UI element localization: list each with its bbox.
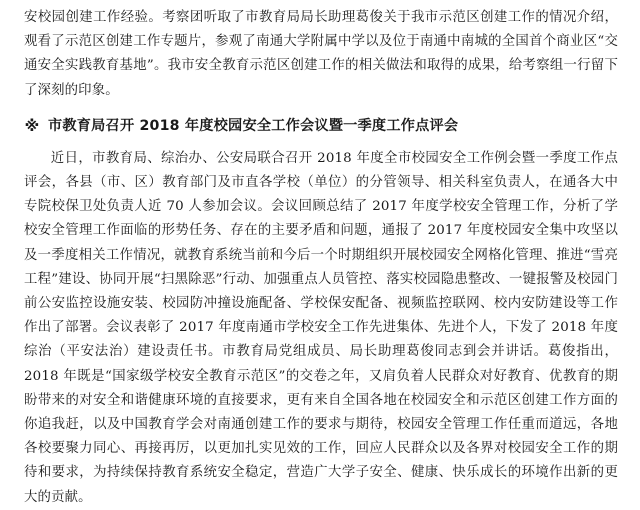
section-heading (24, 114, 618, 138)
intro-paragraph: 安校园创建工作经验。考察团听取了市教育局局长助理葛俊关于我市示范区创建工作的情况介绍，观看了示范区创建工作专题片，参观了南通大学附属中学以及位于南通中南城的全国首个商业区“交通安全实践教育基地”。我市安全教育示范区创建工作的相关做法和取得的成果，给考察组一行留下了深刻的印象。 (24, 10, 618, 98)
section-body-paragraph: 近日，市教育局、综治办、公安局联合召开 2018 年度全市校园安全工作例会暨一季度工作点评会，各县（市、区）教育部门及市直各学校（单位）的分管领导、相关科室负责人，在通各大中专院校保卫处负责人近 70 人参加会议。会议回顾总结了 2017 年度学校安全管理工作，分析了学校安全管理工作面临的形势任务、存在的主要矛盾和问题，通报了 2017 年度校园安全集中攻坚以及一季度相关工作情况，就教育系统当前和今后一个时期组织开展校园安全网格化管理、推进“雪亮工程”建设、协同开展“扫黑除恶”行动、加强重点人员管控、落实校园隐患整改、一键报警及校园门前公安监控设施安装、校园防冲撞设施配备、学校保安配备、视频监控联网、校内安防建设等工作作出了部署。会议表彰了 2017 年度南通市学校安全工作先进集体、先进个人，下发了 2018 年度综治（平安法治）建设责任书。市教育局党组成员、局长助理葛俊同志到会并讲话。葛俊指出，2018 年既是“国家级学校安全教育示范区”的交卷之年，又肩负着人民群众对好教育、优教育的期盼带来的对安全和谐健康环境的直接要求，更有来自全国各地在校园安全和示范区创建工作方面的你追我赶，以及中国教育学会对南通创建工作的要求与期待，校园安全管理工作任重而道远，各地各校要聚力同心、再接再厉，以更加扎实见效的工作，回应人民群众以及各界对校园安全工作的期待和要求，为持续保持教育系统安全稳定，营造广大学子安全、健康、快乐成长的环境作出新的更大的贡献。 (24, 150, 618, 505)
reference-mark-icon: ※ (24, 116, 40, 135)
section-title: 市教育局召开 2018 年度校园安全工作会议暨一季度工作点评会 (48, 117, 459, 134)
